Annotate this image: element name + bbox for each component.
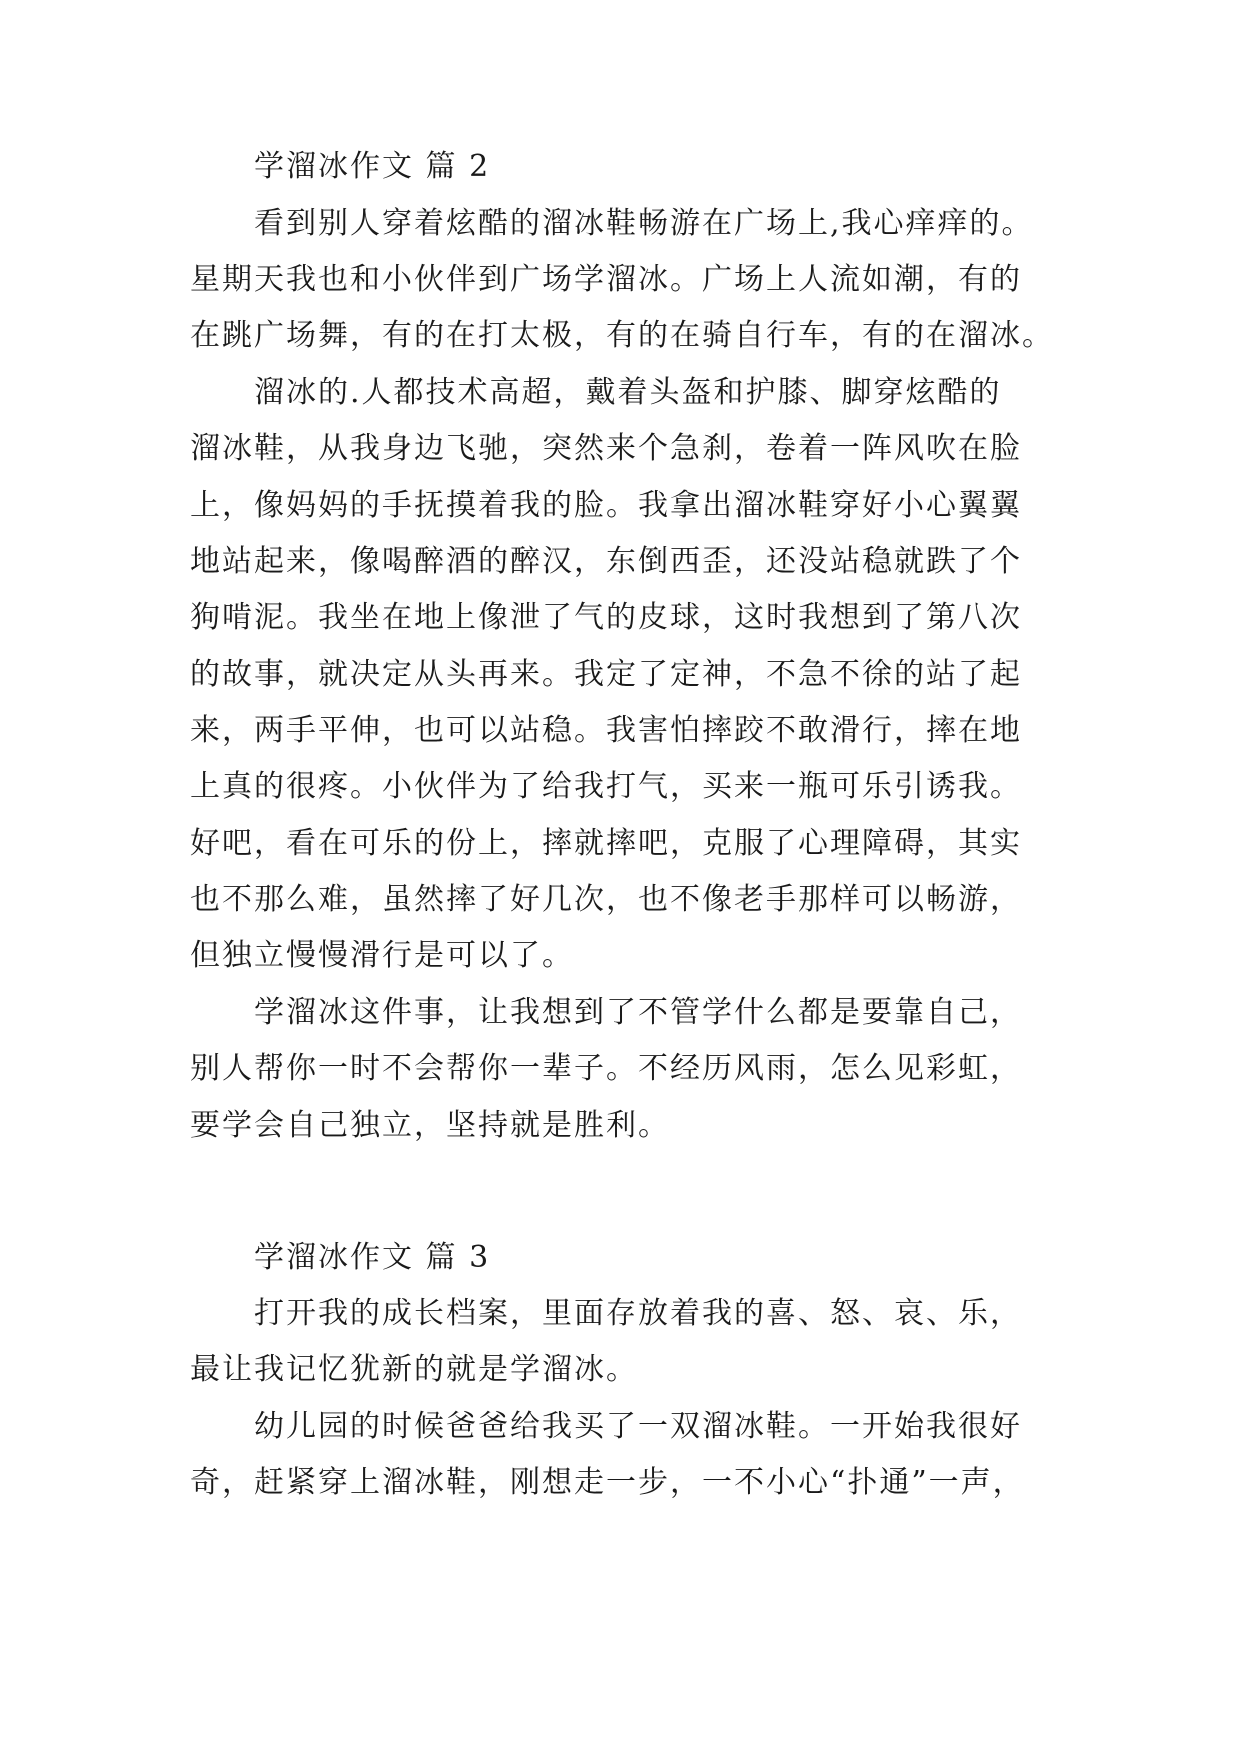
section-heading: 学溜冰作文 篇 2 bbox=[254, 149, 491, 184]
paragraph-line: 好吧，看在可乐的份上，摔就摔吧，克服了心理障碍，其实 bbox=[190, 826, 1022, 861]
paragraph-line: 来，两手平伸，也可以站稳。我害怕摔跤不敢滑行，摔在地 bbox=[190, 713, 1022, 748]
paragraph-line: 看到别人穿着炫酷的溜冰鞋畅游在广场上,我心痒痒的。 bbox=[254, 206, 1034, 241]
paragraph-line: 地站起来，像喝醉酒的醉汉，东倒西歪，还没站稳就跌了个 bbox=[190, 544, 1022, 579]
paragraph-line: 奇，赶紧穿上溜冰鞋，刚想走一步，一不小心“扑通”一声， bbox=[190, 1465, 1025, 1500]
paragraph-line: 上真的很疼。小伙伴为了给我打气，买来一瓶可乐引诱我。 bbox=[190, 769, 1022, 804]
paragraph-line: 在跳广场舞，有的在打太极，有的在骑自行车，有的在溜冰。 bbox=[190, 318, 1054, 353]
paragraph-line: 学溜冰这件事，让我想到了不管学什么都是要靠自己， bbox=[254, 995, 1022, 1030]
paragraph-line: 的故事，就决定从头再来。我定了定神，不急不徐的站了起 bbox=[190, 657, 1022, 692]
paragraph-line: 狗啃泥。我坐在地上像泄了气的皮球，这时我想到了第八次 bbox=[190, 600, 1022, 635]
paragraph-line: 但独立慢慢滑行是可以了。 bbox=[190, 938, 574, 973]
paragraph-line: 打开我的成长档案，里面存放着我的喜、怒、哀、乐， bbox=[254, 1296, 1022, 1331]
paragraph-line: 最让我记忆犹新的就是学溜冰。 bbox=[190, 1352, 638, 1387]
paragraph-line: 上，像妈妈的手抚摸着我的脸。我拿出溜冰鞋穿好小心翼翼 bbox=[190, 488, 1022, 523]
paragraph-line: 也不那么难，虽然摔了好几次，也不像老手那样可以畅游， bbox=[190, 882, 1022, 917]
paragraph-line: 溜冰鞋，从我身边飞驰，突然来个急刹，卷着一阵风吹在脸 bbox=[190, 431, 1022, 466]
paragraph-line: 要学会自己独立，坚持就是胜利。 bbox=[190, 1108, 670, 1143]
paragraph-line: 幼儿园的时候爸爸给我买了一双溜冰鞋。一开始我很好 bbox=[254, 1409, 1022, 1444]
paragraph-line: 星期天我也和小伙伴到广场学溜冰。广场上人流如潮，有的 bbox=[190, 262, 1022, 297]
paragraph-line: 溜冰的.人都技术高超，戴着头盔和护膝、脚穿炫酷的 bbox=[254, 375, 1002, 410]
paragraph-line: 别人帮你一时不会帮你一辈子。不经历风雨，怎么见彩虹， bbox=[190, 1051, 1022, 1086]
section-heading: 学溜冰作文 篇 3 bbox=[254, 1240, 491, 1275]
